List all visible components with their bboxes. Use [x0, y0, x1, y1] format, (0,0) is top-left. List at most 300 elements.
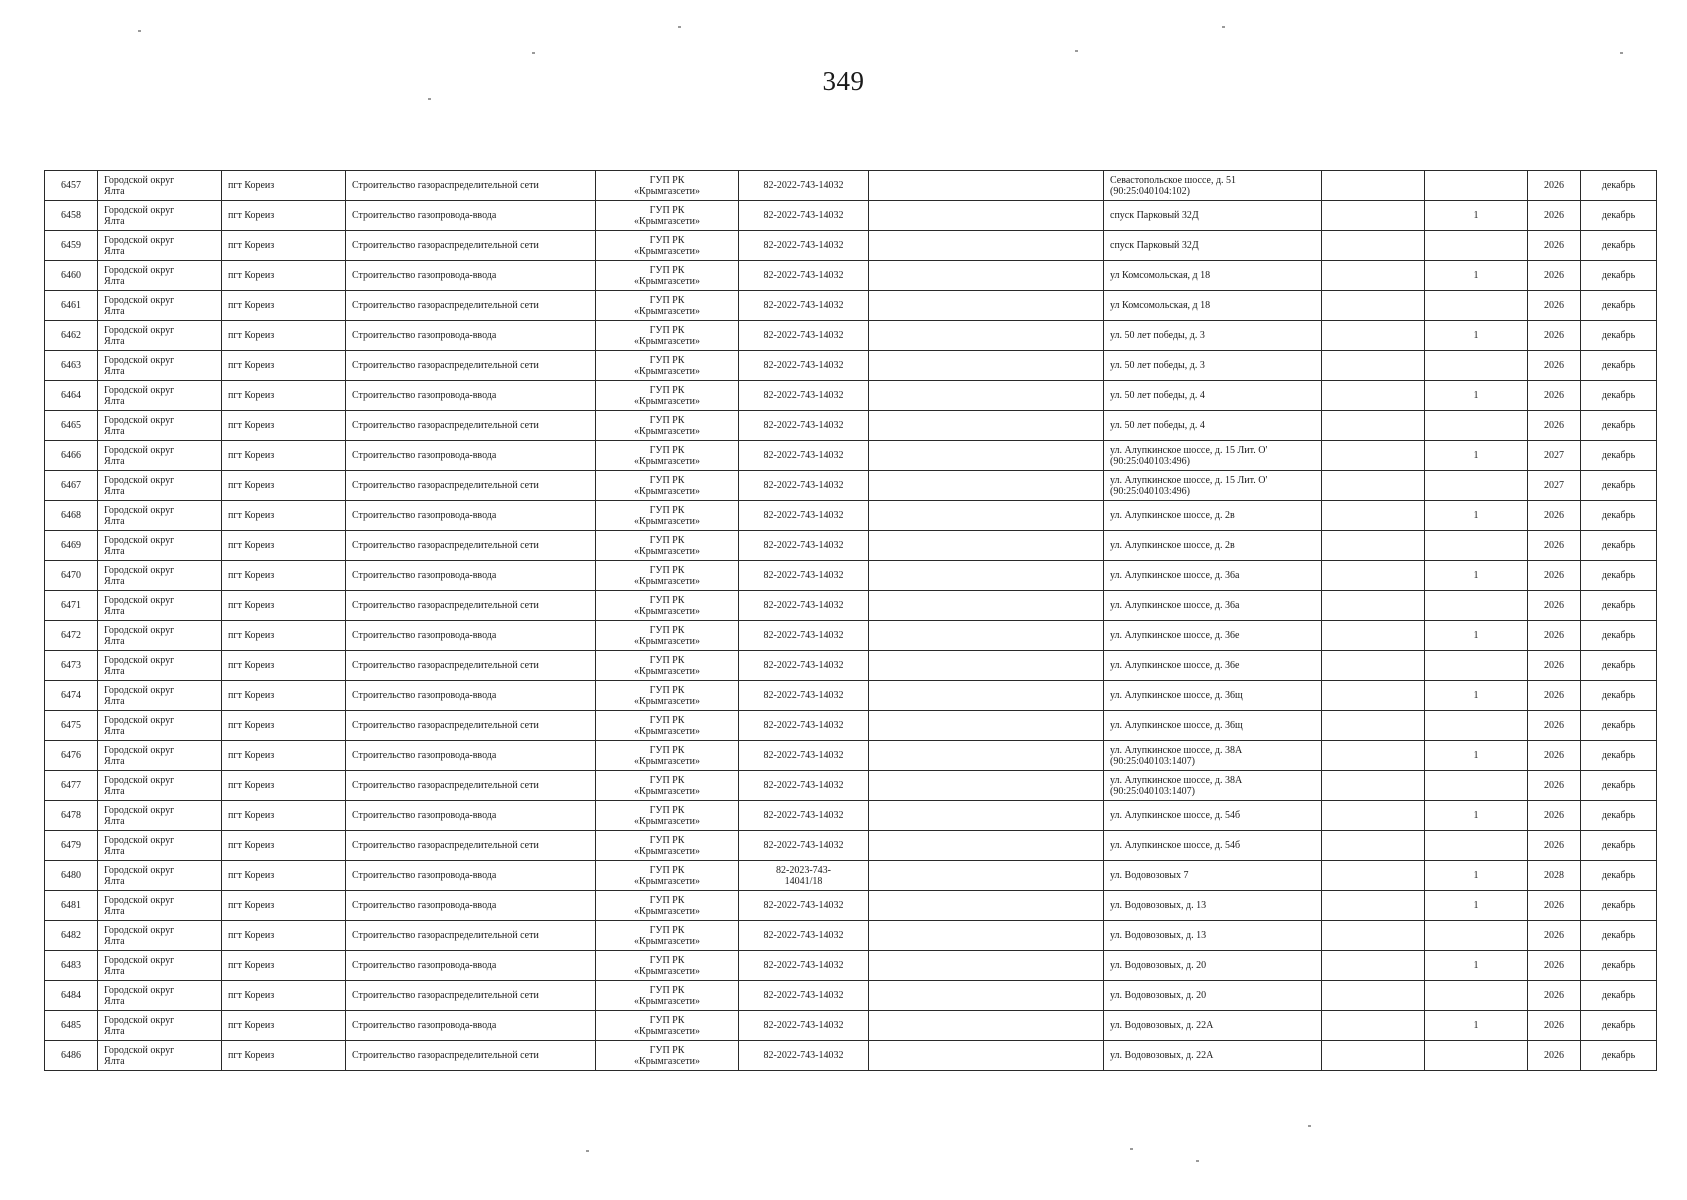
- empty-cell: [869, 891, 1104, 921]
- address-cell-line: ул. 50 лет победы, д. 3: [1110, 330, 1205, 341]
- table-row: [45, 411, 1657, 441]
- year-cell: 2026: [1528, 951, 1581, 981]
- municipality-cell-line: Городской округ: [104, 834, 175, 846]
- municipality-cell-line: Городской округ: [104, 264, 175, 276]
- municipality-cell-line: Ялта: [104, 515, 125, 527]
- municipality-cell-line: Ялта: [104, 695, 125, 707]
- municipality-cell-line: Ялта: [104, 995, 125, 1007]
- row-number-cell: 6460: [45, 261, 98, 291]
- organization-cell-line: «Крымгазсети»: [634, 785, 700, 797]
- municipality-cell-line: Ялта: [104, 455, 125, 467]
- empty-cell: [869, 381, 1104, 411]
- empty-cell: [869, 621, 1104, 651]
- program-code-cell-line: 82-2022-743-14032: [763, 690, 844, 701]
- month-cell: декабрь: [1581, 531, 1657, 561]
- municipality-cell: [98, 321, 222, 351]
- organization-cell-line: ГУП РК: [649, 594, 685, 606]
- organization-cell-line: ГУП РК: [649, 984, 685, 996]
- municipality-cell-line: Ялта: [104, 335, 125, 347]
- program-code-cell: [739, 261, 869, 291]
- address-cell: [1104, 411, 1322, 441]
- municipality-cell: [98, 171, 222, 201]
- row-number-cell: 6457: [45, 171, 98, 201]
- locality-cell: пгт Кореиз: [222, 411, 346, 441]
- program-code-cell-line: 82-2022-743-14032: [763, 570, 844, 581]
- locality-cell: пгт Кореиз: [222, 441, 346, 471]
- address-cell: [1104, 1011, 1322, 1041]
- address-cell-line: Севастопольское шоссе, д. 51: [1110, 174, 1237, 186]
- program-code-cell: [739, 471, 869, 501]
- table-row: [45, 771, 1657, 801]
- organization-cell-line: ГУП РК: [649, 564, 685, 576]
- empty-cell: [1322, 831, 1425, 861]
- table-row: [45, 891, 1657, 921]
- municipality-cell-line: Городской округ: [104, 924, 175, 936]
- empty-cell: [1322, 1011, 1425, 1041]
- locality-cell: пгт Кореиз: [222, 381, 346, 411]
- empty-cell: [869, 531, 1104, 561]
- work-type-cell: Строительство газораспределительной сети: [346, 771, 596, 801]
- quantity-cell: 1: [1425, 621, 1528, 651]
- empty-cell: [869, 471, 1104, 501]
- work-type-cell: Строительство газораспределительной сети: [346, 981, 596, 1011]
- empty-cell: [1322, 441, 1425, 471]
- program-code-cell: [739, 801, 869, 831]
- address-cell: [1104, 501, 1322, 531]
- locality-cell: пгт Кореиз: [222, 861, 346, 891]
- organization-cell-line: ГУП РК: [649, 234, 685, 246]
- table-row: [45, 231, 1657, 261]
- organization-cell: [596, 1011, 739, 1041]
- program-code-cell: [739, 861, 869, 891]
- year-cell: 2026: [1528, 681, 1581, 711]
- program-code-cell: [739, 921, 869, 951]
- organization-cell: [596, 471, 739, 501]
- table-row: [45, 441, 1657, 471]
- address-cell: [1104, 261, 1322, 291]
- organization-cell: [596, 621, 739, 651]
- program-code-cell-line: 82-2022-743-14032: [763, 450, 844, 461]
- quantity-cell: [1425, 921, 1528, 951]
- address-cell: [1104, 741, 1322, 771]
- program-code-cell-line: 82-2022-743-14032: [763, 840, 844, 851]
- program-code-cell: [739, 951, 869, 981]
- quantity-cell: [1425, 591, 1528, 621]
- month-cell: декабрь: [1581, 651, 1657, 681]
- year-cell: 2026: [1528, 291, 1581, 321]
- empty-cell: [1322, 531, 1425, 561]
- organization-cell-line: ГУП РК: [649, 414, 685, 426]
- locality-cell: пгт Кореиз: [222, 831, 346, 861]
- table-row: [45, 1041, 1657, 1071]
- organization-cell: [596, 351, 739, 381]
- address-cell: [1104, 291, 1322, 321]
- address-cell-line: ул. Алупкинское шоссе, д. 15 Лит. О': [1110, 444, 1268, 456]
- program-code-cell-line: 82-2022-743-14032: [763, 540, 844, 551]
- program-code-cell-line: 82-2022-743-14032: [763, 480, 844, 491]
- municipality-cell-line: Ялта: [104, 575, 125, 587]
- address-cell-line: ул. Водовозовых, д. 22А: [1110, 1020, 1214, 1031]
- empty-cell: [869, 981, 1104, 1011]
- program-code-cell-line: 82-2022-743-14032: [763, 780, 844, 791]
- work-type-cell: Строительство газораспределительной сети: [346, 921, 596, 951]
- row-number-cell: 6484: [45, 981, 98, 1011]
- locality-cell: пгт Кореиз: [222, 711, 346, 741]
- month-cell: декабрь: [1581, 501, 1657, 531]
- municipality-cell: [98, 231, 222, 261]
- empty-cell: [1322, 171, 1425, 201]
- municipality-cell-line: Городской округ: [104, 594, 175, 606]
- month-cell: декабрь: [1581, 231, 1657, 261]
- month-cell: декабрь: [1581, 561, 1657, 591]
- organization-cell-line: «Крымгазсети»: [634, 935, 700, 947]
- municipality-cell: [98, 621, 222, 651]
- locality-cell: пгт Кореиз: [222, 681, 346, 711]
- month-cell: декабрь: [1581, 591, 1657, 621]
- year-cell: 2026: [1528, 981, 1581, 1011]
- municipality-cell: [98, 501, 222, 531]
- program-code-cell-line: 82-2022-743-14032: [763, 510, 844, 521]
- organization-cell: [596, 651, 739, 681]
- program-code-cell-line: 82-2022-743-14032: [763, 390, 844, 401]
- address-cell: [1104, 981, 1322, 1011]
- address-cell-line: ул. Водовозовых, д. 13: [1110, 930, 1207, 941]
- quantity-cell: 1: [1425, 561, 1528, 591]
- program-code-cell-line: 82-2022-743-14032: [763, 990, 844, 1001]
- table-row: [45, 861, 1657, 891]
- program-code-cell-line: 82-2022-743-14032: [763, 360, 844, 371]
- address-cell-line: ул. Алупкинское шоссе, д. 38А: [1110, 774, 1243, 786]
- program-code-cell: [739, 711, 869, 741]
- table-row: [45, 501, 1657, 531]
- organization-cell: [596, 531, 739, 561]
- row-number-cell: 6483: [45, 951, 98, 981]
- year-cell: 2026: [1528, 801, 1581, 831]
- table-row: [45, 681, 1657, 711]
- month-cell: декабрь: [1581, 321, 1657, 351]
- organization-cell-line: «Крымгазсети»: [634, 455, 700, 467]
- organization-cell-line: ГУП РК: [649, 294, 685, 306]
- quantity-cell: [1425, 981, 1528, 1011]
- month-cell: декабрь: [1581, 1041, 1657, 1071]
- locality-cell: пгт Кореиз: [222, 651, 346, 681]
- organization-cell: [596, 861, 739, 891]
- municipality-cell-line: Городской округ: [104, 1044, 175, 1056]
- organization-cell: [596, 681, 739, 711]
- organization-cell-line: ГУП РК: [649, 354, 685, 366]
- locality-cell: пгт Кореиз: [222, 261, 346, 291]
- municipality-cell-line: Городской округ: [104, 444, 175, 456]
- table-row: [45, 1011, 1657, 1041]
- address-cell-line: ул. 50 лет победы, д. 4: [1110, 420, 1205, 431]
- quantity-cell: [1425, 231, 1528, 261]
- address-cell-line: ул. Алупкинское шоссе, д. 36щ: [1110, 690, 1243, 701]
- address-cell-line: ул. Алупкинское шоссе, д. 36е: [1110, 630, 1240, 641]
- table-row: [45, 591, 1657, 621]
- registry-body: [45, 171, 1657, 1071]
- organization-cell-line: «Крымгазсети»: [634, 755, 700, 767]
- address-cell-line: спуск Парковый 32Д: [1110, 210, 1199, 221]
- month-cell: декабрь: [1581, 291, 1657, 321]
- address-cell-line: ул Комсомольская, д 18: [1110, 300, 1211, 311]
- address-cell-line: ул. Алупкинское шоссе, д. 36е: [1110, 660, 1240, 671]
- table-row: [45, 561, 1657, 591]
- empty-cell: [869, 291, 1104, 321]
- organization-cell-line: «Крымгазсети»: [634, 845, 700, 857]
- locality-cell: пгт Кореиз: [222, 891, 346, 921]
- month-cell: декабрь: [1581, 711, 1657, 741]
- program-code-cell-line: 82-2022-743-14032: [763, 630, 844, 641]
- work-type-cell: Строительство газораспределительной сети: [346, 591, 596, 621]
- empty-cell: [869, 921, 1104, 951]
- municipality-cell: [98, 561, 222, 591]
- locality-cell: пгт Кореиз: [222, 561, 346, 591]
- quantity-cell: 1: [1425, 741, 1528, 771]
- year-cell: 2026: [1528, 1041, 1581, 1071]
- empty-cell: [1322, 471, 1425, 501]
- gas-network-registry-table: [44, 170, 1657, 1071]
- organization-cell: [596, 891, 739, 921]
- address-cell-line: ул. Алупкинское шоссе, д. 36а: [1110, 600, 1240, 611]
- row-number-cell: 6458: [45, 201, 98, 231]
- work-type-cell: Строительство газопровода-ввода: [346, 441, 596, 471]
- program-code-cell-line: 82-2022-743-14032: [763, 810, 844, 821]
- row-number-cell: 6471: [45, 591, 98, 621]
- locality-cell: пгт Кореиз: [222, 1011, 346, 1041]
- table-row: [45, 711, 1657, 741]
- organization-cell-line: «Крымгазсети»: [634, 485, 700, 497]
- organization-cell: [596, 921, 739, 951]
- empty-cell: [869, 681, 1104, 711]
- program-code-cell-line: 82-2022-743-14032: [763, 240, 844, 251]
- quantity-cell: 1: [1425, 801, 1528, 831]
- row-number-cell: 6478: [45, 801, 98, 831]
- address-cell: [1104, 891, 1322, 921]
- locality-cell: пгт Кореиз: [222, 321, 346, 351]
- municipality-cell: [98, 981, 222, 1011]
- organization-cell-line: ГУП РК: [649, 774, 685, 786]
- locality-cell: пгт Кореиз: [222, 171, 346, 201]
- program-code-cell: [739, 651, 869, 681]
- organization-cell-line: ГУП РК: [649, 744, 685, 756]
- locality-cell: пгт Кореиз: [222, 1041, 346, 1071]
- scan-speck: [1308, 1125, 1311, 1127]
- work-type-cell: Строительство газопровода-ввода: [346, 951, 596, 981]
- address-cell: [1104, 201, 1322, 231]
- address-cell: [1104, 801, 1322, 831]
- empty-cell: [1322, 861, 1425, 891]
- address-cell-line: ул Комсомольская, д 18: [1110, 270, 1211, 281]
- month-cell: декабрь: [1581, 471, 1657, 501]
- address-cell-line: ул. Алупкинское шоссе, д. 2в: [1110, 540, 1235, 551]
- quantity-cell: 1: [1425, 681, 1528, 711]
- address-cell-line: ул. Алупкинское шоссе, д. 2в: [1110, 510, 1235, 521]
- address-cell-line: ул. Водовозовых, д. 13: [1110, 900, 1207, 911]
- year-cell: 2026: [1528, 561, 1581, 591]
- quantity-cell: 1: [1425, 891, 1528, 921]
- empty-cell: [869, 201, 1104, 231]
- empty-cell: [1322, 411, 1425, 441]
- municipality-cell-line: Ялта: [104, 875, 125, 887]
- organization-cell: [596, 561, 739, 591]
- locality-cell: пгт Кореиз: [222, 291, 346, 321]
- municipality-cell-line: Ялта: [104, 425, 125, 437]
- municipality-cell: [98, 651, 222, 681]
- month-cell: декабрь: [1581, 201, 1657, 231]
- municipality-cell: [98, 951, 222, 981]
- table-row: [45, 171, 1657, 201]
- quantity-cell: [1425, 831, 1528, 861]
- address-cell: [1104, 921, 1322, 951]
- address-cell-line: ул. Алупкинское шоссе, д. 54б: [1110, 840, 1241, 851]
- locality-cell: пгт Кореиз: [222, 201, 346, 231]
- program-code-cell-line: 82-2022-743-14032: [763, 420, 844, 431]
- quantity-cell: [1425, 1041, 1528, 1071]
- row-number-cell: 6486: [45, 1041, 98, 1071]
- municipality-cell-line: Городской округ: [104, 894, 175, 906]
- address-cell-line: ул. Водовозовых, д. 20: [1110, 990, 1207, 1001]
- table-row: [45, 531, 1657, 561]
- empty-cell: [1322, 681, 1425, 711]
- month-cell: декабрь: [1581, 171, 1657, 201]
- month-cell: декабрь: [1581, 831, 1657, 861]
- empty-cell: [1322, 951, 1425, 981]
- table-row: [45, 261, 1657, 291]
- work-type-cell: Строительство газопровода-ввода: [346, 621, 596, 651]
- organization-cell-line: ГУП РК: [649, 1014, 685, 1026]
- empty-cell: [1322, 801, 1425, 831]
- month-cell: декабрь: [1581, 861, 1657, 891]
- organization-cell-line: ГУП РК: [649, 864, 685, 876]
- address-cell: [1104, 681, 1322, 711]
- organization-cell-line: ГУП РК: [649, 714, 685, 726]
- program-code-cell-line: 82-2022-743-14032: [763, 330, 844, 341]
- locality-cell: пгт Кореиз: [222, 951, 346, 981]
- quantity-cell: 1: [1425, 1011, 1528, 1041]
- table-row: [45, 741, 1657, 771]
- work-type-cell: Строительство газопровода-ввода: [346, 201, 596, 231]
- month-cell: декабрь: [1581, 981, 1657, 1011]
- month-cell: декабрь: [1581, 801, 1657, 831]
- organization-cell-line: «Крымгазсети»: [634, 305, 700, 317]
- municipality-cell: [98, 531, 222, 561]
- organization-cell: [596, 201, 739, 231]
- work-type-cell: Строительство газопровода-ввода: [346, 501, 596, 531]
- work-type-cell: Строительство газопровода-ввода: [346, 801, 596, 831]
- work-type-cell: Строительство газораспределительной сети: [346, 351, 596, 381]
- municipality-cell-line: Ялта: [104, 785, 125, 797]
- empty-cell: [1322, 561, 1425, 591]
- organization-cell-line: ГУП РК: [649, 174, 685, 186]
- month-cell: декабрь: [1581, 1011, 1657, 1041]
- program-code-cell: [739, 171, 869, 201]
- month-cell: декабрь: [1581, 621, 1657, 651]
- empty-cell: [1322, 1041, 1425, 1071]
- work-type-cell: Строительство газопровода-ввода: [346, 741, 596, 771]
- municipality-cell: [98, 891, 222, 921]
- organization-cell: [596, 981, 739, 1011]
- municipality-cell-line: Городской округ: [104, 984, 175, 996]
- scan-speck: [1075, 50, 1078, 52]
- municipality-cell-line: Ялта: [104, 395, 125, 407]
- year-cell: 2026: [1528, 711, 1581, 741]
- address-cell-line: (90:25:040103:496): [1110, 485, 1190, 497]
- work-type-cell: Строительство газораспределительной сети: [346, 711, 596, 741]
- quantity-cell: 1: [1425, 861, 1528, 891]
- program-code-cell: [739, 1041, 869, 1071]
- organization-cell-line: «Крымгазсети»: [634, 395, 700, 407]
- address-cell: [1104, 441, 1322, 471]
- organization-cell-line: ГУП РК: [649, 684, 685, 696]
- organization-cell: [596, 771, 739, 801]
- address-cell: [1104, 531, 1322, 561]
- year-cell: 2026: [1528, 261, 1581, 291]
- row-number-cell: 6473: [45, 651, 98, 681]
- organization-cell-line: «Крымгазсети»: [634, 815, 700, 827]
- program-code-cell-line: 82-2022-743-14032: [763, 960, 844, 971]
- empty-cell: [869, 231, 1104, 261]
- quantity-cell: 1: [1425, 501, 1528, 531]
- organization-cell: [596, 741, 739, 771]
- organization-cell: [596, 171, 739, 201]
- year-cell: 2027: [1528, 471, 1581, 501]
- year-cell: 2026: [1528, 771, 1581, 801]
- quantity-cell: [1425, 771, 1528, 801]
- table-row: [45, 831, 1657, 861]
- work-type-cell: Строительство газораспределительной сети: [346, 411, 596, 441]
- municipality-cell-line: Городской округ: [104, 684, 175, 696]
- empty-cell: [1322, 741, 1425, 771]
- month-cell: декабрь: [1581, 771, 1657, 801]
- municipality-cell-line: Ялта: [104, 965, 125, 977]
- scan-speck: [1222, 26, 1225, 28]
- empty-cell: [1322, 651, 1425, 681]
- organization-cell-line: «Крымгазсети»: [634, 335, 700, 347]
- address-cell-line: ул. Алупкинское шоссе, д. 38А: [1110, 744, 1243, 756]
- organization-cell: [596, 261, 739, 291]
- organization-cell: [596, 291, 739, 321]
- organization-cell-line: «Крымгазсети»: [634, 905, 700, 917]
- program-code-cell-line: 82-2022-743-14032: [763, 660, 844, 671]
- locality-cell: пгт Кореиз: [222, 741, 346, 771]
- program-code-cell: [739, 741, 869, 771]
- organization-cell-line: ГУП РК: [649, 834, 685, 846]
- municipality-cell-line: Городской округ: [104, 774, 175, 786]
- municipality-cell-line: Городской округ: [104, 534, 175, 546]
- month-cell: декабрь: [1581, 951, 1657, 981]
- organization-cell-line: ГУП РК: [649, 1044, 685, 1056]
- quantity-cell: [1425, 351, 1528, 381]
- year-cell: 2026: [1528, 591, 1581, 621]
- municipality-cell-line: Ялта: [104, 665, 125, 677]
- municipality-cell: [98, 681, 222, 711]
- address-cell-line: (90:25:040103:1407): [1110, 755, 1195, 767]
- empty-cell: [1322, 591, 1425, 621]
- empty-cell: [1322, 501, 1425, 531]
- empty-cell: [1322, 291, 1425, 321]
- month-cell: декабрь: [1581, 921, 1657, 951]
- work-type-cell: Строительство газораспределительной сети: [346, 231, 596, 261]
- empty-cell: [1322, 891, 1425, 921]
- empty-cell: [869, 561, 1104, 591]
- empty-cell: [1322, 381, 1425, 411]
- program-code-cell-line: 82-2023-743-: [776, 864, 831, 876]
- municipality-cell: [98, 291, 222, 321]
- address-cell: [1104, 591, 1322, 621]
- municipality-cell: [98, 861, 222, 891]
- row-number-cell: 6462: [45, 321, 98, 351]
- address-cell: [1104, 651, 1322, 681]
